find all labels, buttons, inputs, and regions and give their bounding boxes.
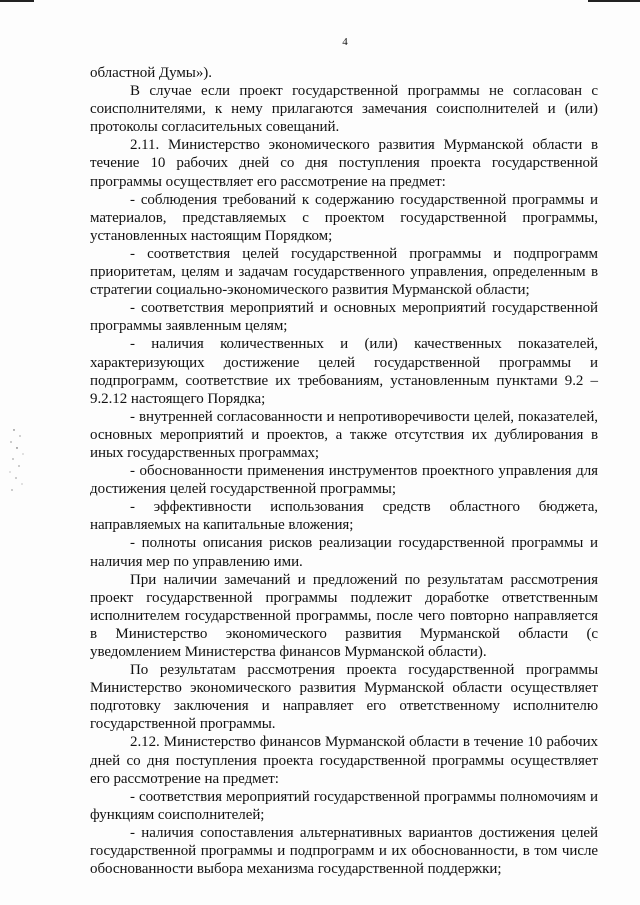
clause-2-11: 2.11. Министерство экономического развития Мурманской области в течение 10 рабочих дней со дня поступления проекта государственной программы осуществляет его рассмотрение на предмет: [90, 137, 598, 190]
list-item: - полноты описания рисков реализации государственной программы и наличия мер по управлению ими. [90, 535, 598, 570]
list-item: - внутренней согласованности и непротиворечивости целей, показателей, основных мероприятий и проектов, а также отсутствия их дублирования в иных государственных программах; [90, 408, 598, 461]
paragraph: В случае если проект государственной программы не согласован с соисполнителями, к нему прилагаются замечания соисполнителей и (или) протоколы согласительных совещаний. [90, 83, 598, 136]
list-item: - соответствия мероприятий государственной программы полномочиям и функциям соисполнителей; [90, 788, 598, 823]
list-item: - эффективности использования средств областного бюджета, направляемых на капитальные вложения; [90, 499, 598, 534]
scan-edge-mark-right [588, 0, 640, 2]
scan-edge-mark-left [0, 0, 34, 2]
scan-noise-specks [8, 426, 38, 496]
clause-2-12: 2.12. Министерство финансов Мурманской области в течение 10 рабочих дней со дня поступления проекта государственной программы осуществляет его рассмотрение на предмет: [90, 734, 598, 787]
paragraph: По результатам рассмотрения проекта государственной программы Министерство экономического развития Мурманской области осуществляет подготовку заключения и направляет его ответственному исполнителю государственной программы. [90, 662, 598, 733]
paragraph: При наличии замечаний и предложений по результатам рассмотрения проект государственной программы подлежит доработке ответственным исполнителем государственной программы, после чего повторно направляется в Министерство экономического развития Мурманской области (с уведомлением Министерства финансов Мурманской области). [90, 571, 598, 660]
list-item: - соблюдения требований к содержанию государственной программы и материалов, представляемых с проектом государственной программы, установленных настоящим Порядком; [90, 191, 598, 244]
document-body [90, 64, 598, 878]
list-item: - обоснованности применения инструментов проектного управления для достижения целей государственной программы; [90, 463, 598, 498]
list-item: - соответствия целей государственной программы и подпрограмм приоритетам, целям и задачам государственного управления, определенным в стратегии социально-экономического развития Мурманской области; [90, 245, 598, 299]
paragraph-continuation: областной Думы»). [90, 65, 212, 81]
list-item: - наличия количественных и (или) качественных показателей, характеризующих достижение целей государственной программы и подпрограмм, соответствие их требованиям, установленным пунктами 9.2 – 9.2.12 настоящего Порядка; [90, 336, 598, 407]
list-item: - наличия сопоставления альтернативных вариантов достижения целей государственной программы и подпрограмм и их обоснованности, в том числе обоснованности выбора механизма государственной поддержки; [90, 824, 598, 878]
list-item: - соответствия мероприятий и основных мероприятий государственной программы заявленным целям; [90, 300, 598, 335]
page-number: 4 [342, 36, 348, 48]
